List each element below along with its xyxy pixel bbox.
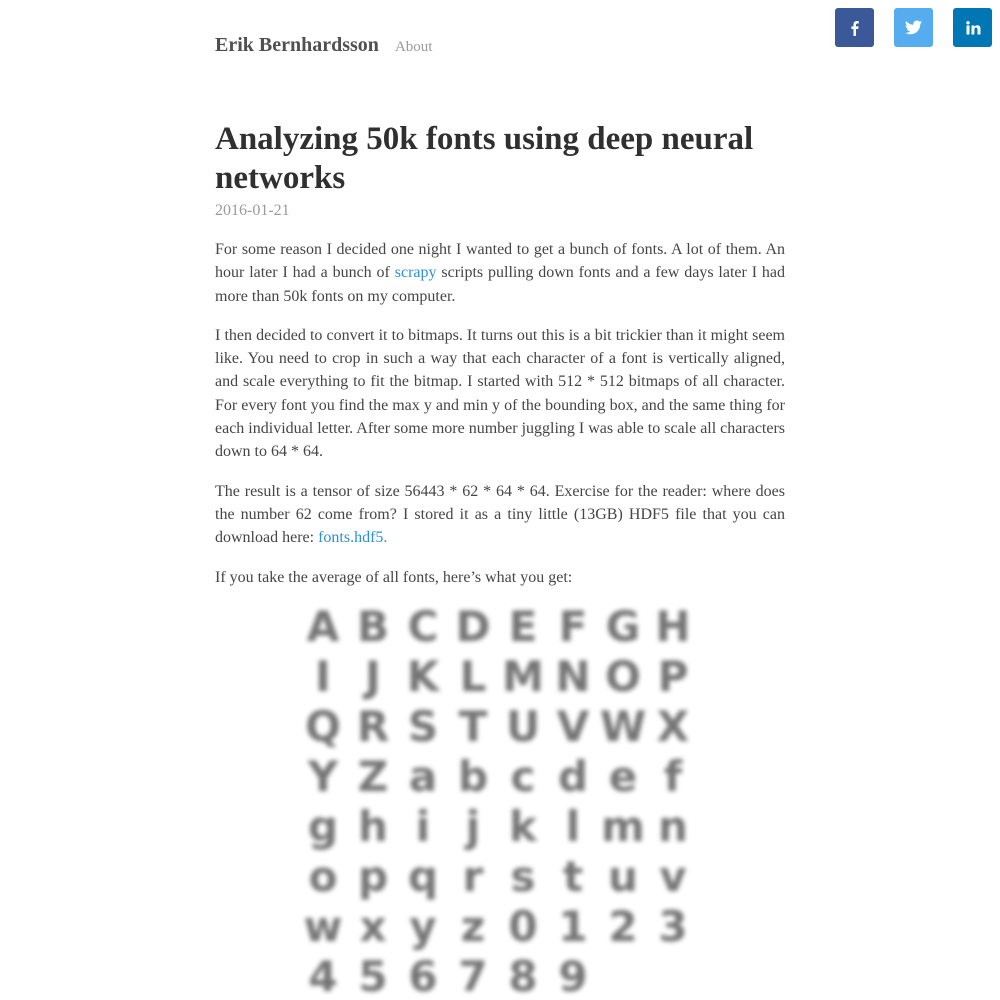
average-glyph: R [356, 702, 390, 751]
site-title-link[interactable]: Erik Bernhardsson [215, 34, 379, 56]
average-glyph: E [508, 602, 538, 651]
average-glyph: y [409, 902, 437, 951]
facebook-icon [847, 20, 863, 36]
average-glyph: v [659, 852, 687, 901]
average-glyph: 4 [308, 952, 338, 1000]
average-glyph: a [408, 752, 438, 801]
average-fonts-image [298, 602, 698, 1000]
average-glyph: o [308, 852, 338, 901]
scrapy-link[interactable]: scrapy [394, 264, 437, 282]
average-glyph: U [505, 702, 541, 751]
average-glyph: 8 [508, 952, 538, 1000]
average-glyph: K [406, 652, 440, 701]
intro-paragraph [215, 238, 785, 308]
average-glyph: t [562, 852, 584, 901]
average-glyph: q [407, 852, 439, 901]
average-glyph: G [605, 602, 641, 651]
intro-text-before: For some reason I decided one night I wanted to get a bunch of fonts. A lot of them. An hour later I had a bunch of [215, 241, 785, 282]
post-title: Analyzing 50k fonts using deep neural networks [215, 121, 754, 196]
average-glyph: N [555, 652, 591, 701]
average-glyph: b [457, 752, 489, 801]
average-glyph: F [558, 602, 588, 651]
average-glyph: h [358, 802, 388, 851]
average-glyph: n [658, 802, 688, 851]
average-glyph: W [599, 702, 647, 751]
average-glyph: z [460, 902, 486, 951]
average-glyph: i [415, 802, 431, 851]
average-glyph: s [510, 852, 536, 901]
average-glyph: 5 [358, 952, 388, 1000]
average-glyph: 6 [408, 952, 438, 1000]
average-glyph: A [306, 602, 340, 651]
blog-post [215, 120, 785, 589]
average-glyph: 2 [608, 902, 638, 951]
average-glyph: X [656, 702, 690, 751]
tensor-paragraph [215, 480, 785, 550]
linkedin-share-button[interactable] [953, 8, 992, 47]
twitter-icon [905, 20, 922, 35]
bitmap-paragraph: I then decided to convert it to bitmaps. It turns out this is a bit trickier than it might seem like. You need to crop in such a way that each character of a font is vertically aligned, and scale everything to fit the bitmap. I started with 512 * 512 bitmaps of all character. For every font you find the max y and min y of the bounding box, and the same thing for each individual letter. After some more number juggling I was able to scale all characters down to 64 * 64. [215, 326, 786, 461]
average-glyph: D [455, 602, 491, 651]
average-glyph: u [608, 852, 638, 901]
average-glyph: w [303, 902, 343, 951]
twitter-share-button[interactable] [894, 8, 933, 47]
average-glyph: H [655, 602, 691, 651]
average-glyph: C [407, 602, 439, 651]
average-glyph: P [657, 652, 689, 701]
average-glyph: 0 [508, 902, 538, 951]
tensor-text: The result is a tensor of size 56443 * 62 * 64 * 64. Exercise for the reader: where does the number 62 come from? I stored it as a tiny little (13GB) HDF5 file that you can download here: [215, 482, 785, 547]
average-glyph: Q [305, 702, 341, 751]
average-glyph: k [509, 802, 537, 851]
average-glyph: 7 [458, 952, 488, 1000]
average-glyph: M [502, 652, 544, 701]
average-glyph: e [608, 752, 638, 801]
average-glyph: j [465, 802, 481, 851]
average-glyph: r [462, 852, 484, 901]
average-glyph: Y [307, 752, 339, 801]
fonts-hdf5-link[interactable]: fonts.hdf5. [318, 529, 388, 547]
average-glyph: x [359, 902, 387, 951]
average-glyph: O [605, 652, 641, 701]
average-glyph: V [556, 702, 590, 751]
average-glyph: L [459, 652, 487, 701]
average-glyph: c [510, 752, 536, 801]
average-glyph: S [407, 702, 439, 751]
average-glyph: Z [357, 752, 389, 801]
linkedin-icon [965, 20, 981, 36]
average-glyph: B [356, 602, 389, 651]
average-glyph: f [663, 752, 683, 801]
share-buttons [835, 8, 992, 47]
average-glyph: I [315, 652, 331, 701]
intro-text-after: scripts pulling down fonts and a few days later I had more than 50k fonts on my computer. [215, 264, 785, 305]
average-intro-paragraph: If you take the average of all fonts, here’s what you get: [215, 568, 573, 586]
average-glyph: T [458, 702, 488, 751]
masthead [215, 34, 432, 57]
average-glyph: 3 [658, 902, 688, 951]
facebook-share-button[interactable] [835, 8, 874, 47]
post-date: 2016-01-21 [215, 202, 290, 219]
average-glyph: J [365, 652, 381, 701]
nav-about-link[interactable]: About [394, 39, 433, 55]
average-glyph: p [357, 852, 389, 901]
average-glyph: l [565, 802, 581, 851]
average-glyph: m [601, 802, 645, 851]
average-glyph: 1 [558, 902, 588, 951]
average-glyph: 9 [558, 952, 588, 1000]
average-glyph: g [307, 802, 339, 851]
average-glyph: d [557, 752, 589, 801]
